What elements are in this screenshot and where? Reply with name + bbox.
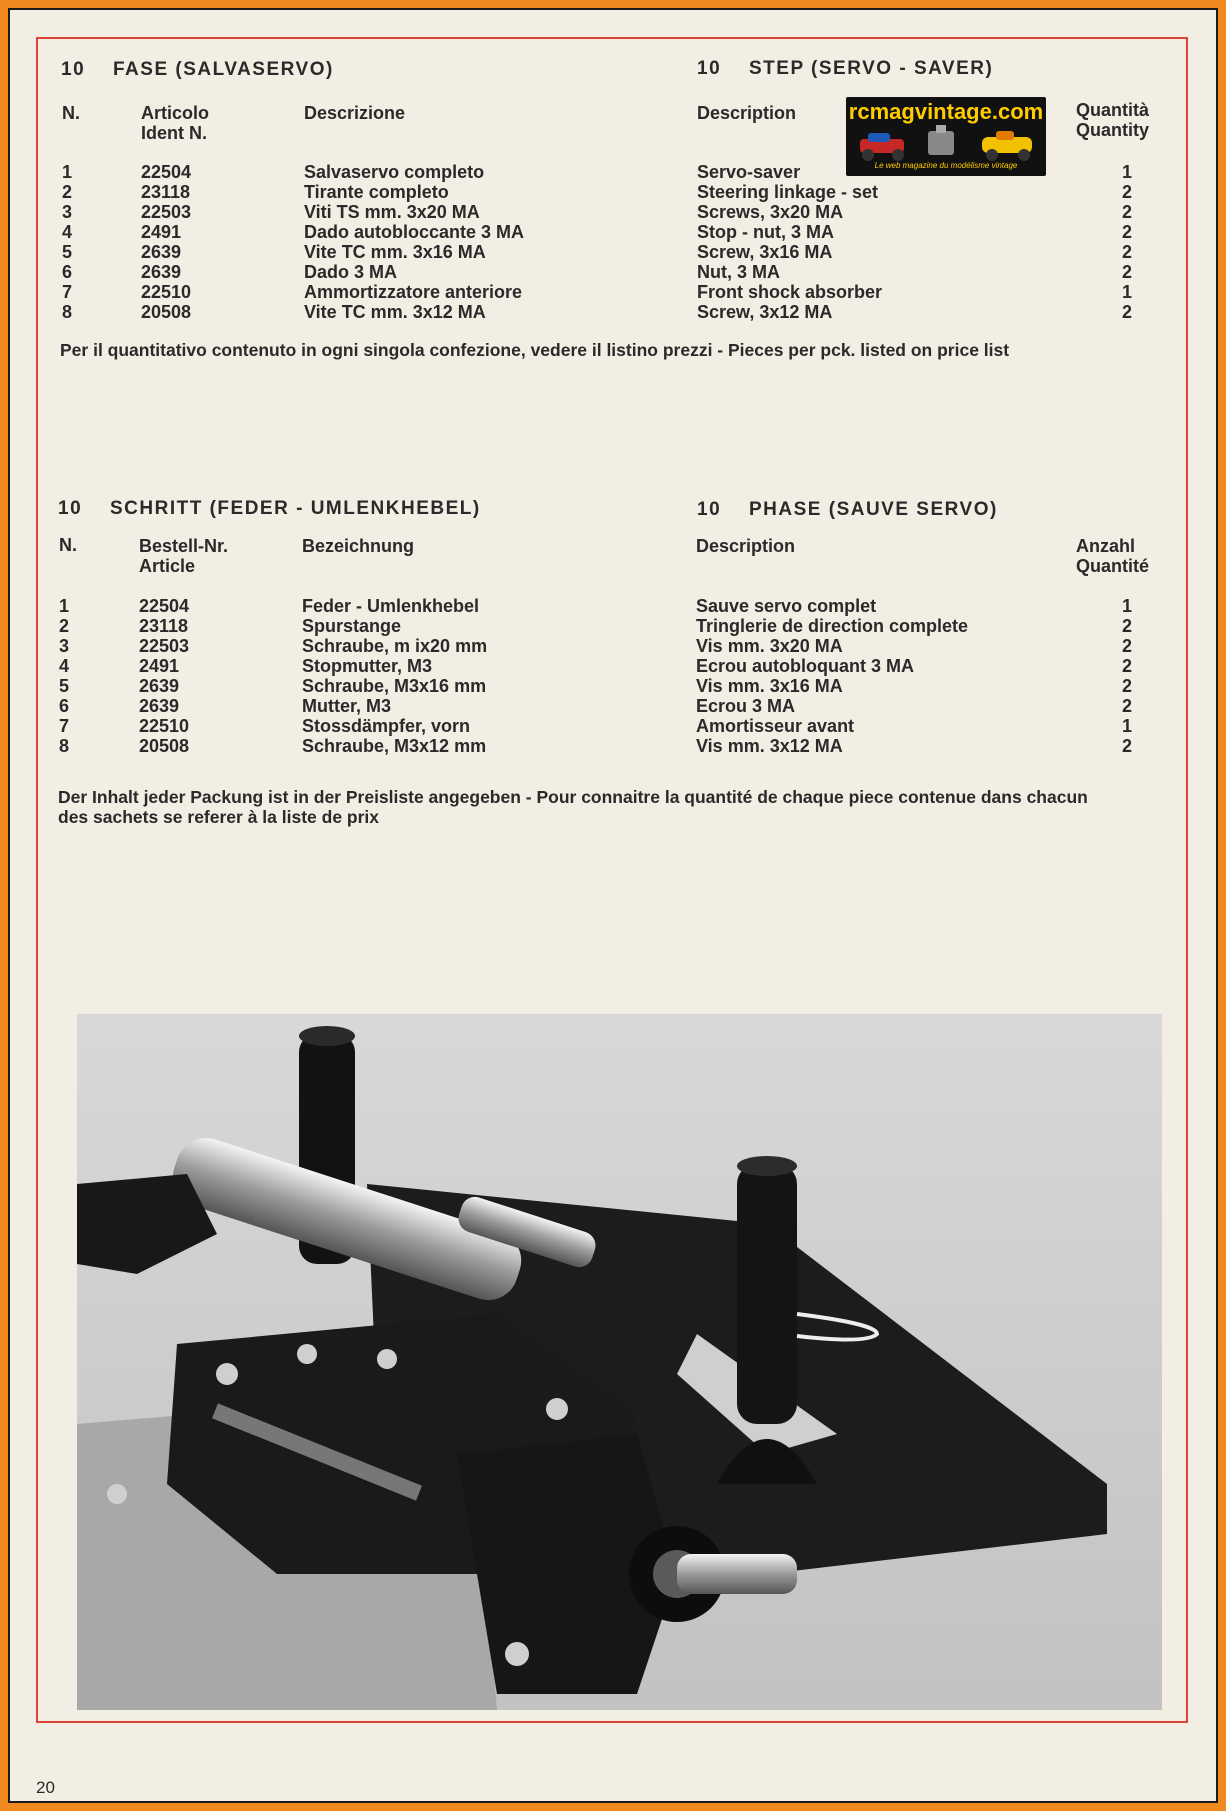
row-number: 8 <box>62 302 73 322</box>
row-qty: 2 <box>1121 736 1132 756</box>
photo-illustration <box>77 1014 1162 1710</box>
row-article: 2639 <box>141 262 182 282</box>
row-desc-it: Tirante completo <box>304 182 449 202</box>
section2-col-desc-fr: Description <box>696 536 796 556</box>
row-desc-de: Schraube, M3x12 mm <box>302 736 487 756</box>
logo-cars-image <box>846 125 1046 165</box>
row-desc-it: Viti TS mm. 3x20 MA <box>304 202 480 222</box>
section1-col-n: N. <box>62 103 80 123</box>
row-article: 2491 <box>139 656 180 676</box>
section1-col-desc-it: Descrizione <box>304 103 406 123</box>
row-qty: 2 <box>1121 656 1132 676</box>
row-desc-en: Screw, 3x12 MA <box>697 302 833 322</box>
row-desc-de: Schraube, M3x16 mm <box>302 676 487 696</box>
section2-col-qty <box>1076 536 1149 576</box>
row-article: 20508 <box>141 302 192 322</box>
row-article: 22510 <box>141 282 192 302</box>
logo-title: rcmagvintage.com <box>848 99 1044 124</box>
rcmagvintage-logo <box>846 97 1046 176</box>
row-article: 22503 <box>139 636 190 656</box>
section2-col-qty-line1: Anzahl <box>1076 536 1136 556</box>
section1-note: Per il quantitativo contenuto in ogni singola confezione, vedere il listino prezzi - Pieces per pck. listed on price list <box>60 340 1010 360</box>
section1-col-article-line1: Articolo <box>141 103 210 123</box>
row-desc-fr: Amortisseur avant <box>696 716 855 736</box>
row-article: 22510 <box>139 716 190 736</box>
row-desc-en: Nut, 3 MA <box>697 262 780 282</box>
section2-col-article-line2: Article <box>139 556 196 576</box>
row-number: 2 <box>62 182 73 202</box>
row-number: 4 <box>62 222 73 242</box>
row-desc-it: Vite TC mm. 3x12 MA <box>304 302 486 322</box>
row-desc-en: Front shock absorber <box>697 282 883 302</box>
row-number: 7 <box>59 716 70 736</box>
section1-col-qty <box>1076 100 1149 140</box>
row-desc-de: Stossdämpfer, vorn <box>302 716 471 736</box>
section2-de-title: SCHRITT (FEDER - UMLENKHEBEL) <box>110 498 481 519</box>
section2-fr-title: PHASE (SAUVE SERVO) <box>749 499 998 520</box>
section2-note-line2: des sachets se referer à la liste de prix <box>58 807 380 827</box>
row-desc-fr: Tringlerie de direction complete <box>696 616 969 636</box>
row-desc-fr: Ecrou autobloquant 3 MA <box>696 656 914 676</box>
row-number: 4 <box>59 656 70 676</box>
row-desc-it: Salvaservo completo <box>304 162 485 182</box>
row-number: 6 <box>59 696 70 716</box>
section1-col-article-line2: Ident N. <box>141 123 207 143</box>
row-qty: 2 <box>1121 302 1132 322</box>
section1-col-qty-line2: Quantity <box>1076 120 1150 140</box>
row-article: 22504 <box>141 162 192 182</box>
section1-col-article <box>141 103 209 143</box>
row-qty: 2 <box>1121 222 1132 242</box>
row-qty: 2 <box>1121 262 1132 282</box>
row-desc-de: Spurstange <box>302 616 402 636</box>
section2-note-line1: Der Inhalt jeder Packung ist in der Preisliste angegeben - Pour connaitre la quantité de chaque piece contenue dans chacun <box>58 787 1088 807</box>
section1-col-qty-line1: Quantità <box>1076 100 1150 120</box>
row-number: 3 <box>59 636 70 656</box>
servo-saver-assembly-photo <box>77 1014 1162 1710</box>
row-article: 2639 <box>139 696 180 716</box>
section1-it-step: 10 <box>61 59 86 80</box>
row-qty: 2 <box>1121 696 1132 716</box>
section2-col-desc-de: Bezeichnung <box>302 536 415 556</box>
row-desc-en: Screws, 3x20 MA <box>697 202 844 222</box>
row-qty: 1 <box>1121 282 1132 302</box>
section2-de-step: 10 <box>58 498 83 519</box>
section1-col-desc-en: Description <box>697 103 797 123</box>
row-number: 1 <box>62 162 73 182</box>
row-article: 22504 <box>139 596 190 616</box>
row-qty: 2 <box>1121 182 1132 202</box>
row-desc-fr: Ecrou 3 MA <box>696 696 796 716</box>
row-desc-en: Servo-saver <box>697 162 801 182</box>
row-number: 3 <box>62 202 73 222</box>
section2-col-article <box>139 536 228 576</box>
row-desc-en: Stop - nut, 3 MA <box>697 222 834 242</box>
row-qty: 2 <box>1121 636 1132 656</box>
row-desc-it: Dado autobloccante 3 MA <box>304 222 525 242</box>
row-number: 8 <box>59 736 70 756</box>
row-article: 2639 <box>139 676 180 696</box>
row-desc-de: Schraube, m ix20 mm <box>302 636 488 656</box>
row-desc-fr: Vis mm. 3x20 MA <box>696 636 843 656</box>
row-desc-de: Feder - Umlenkhebel <box>302 596 480 616</box>
page-number: 20 <box>36 1778 55 1797</box>
row-article: 20508 <box>139 736 190 756</box>
row-desc-it: Dado 3 MA <box>304 262 398 282</box>
row-qty: 1 <box>1121 162 1132 182</box>
section1-en-title: STEP (SERVO - SAVER) <box>749 58 994 79</box>
row-article: 2491 <box>141 222 182 242</box>
section1-en-step: 10 <box>697 58 722 79</box>
row-number: 6 <box>62 262 73 282</box>
row-desc-fr: Vis mm. 3x16 MA <box>696 676 843 696</box>
row-article: 22503 <box>141 202 192 222</box>
row-article: 2639 <box>141 242 182 262</box>
row-desc-de: Mutter, M3 <box>302 696 392 716</box>
row-qty: 2 <box>1121 202 1132 222</box>
row-number: 5 <box>59 676 70 696</box>
row-desc-it: Ammortizzatore anteriore <box>304 282 523 302</box>
row-qty: 2 <box>1121 616 1132 636</box>
row-number: 2 <box>59 616 70 636</box>
section1-it-title: FASE (SALVASERVO) <box>113 59 334 80</box>
row-article: 23118 <box>141 182 191 202</box>
row-article: 23118 <box>139 616 189 636</box>
section2-col-qty-line2: Quantité <box>1076 556 1150 576</box>
manual-page <box>8 8 1218 1803</box>
row-number: 7 <box>62 282 73 302</box>
row-number: 5 <box>62 242 73 262</box>
row-desc-fr: Sauve servo complet <box>696 596 877 616</box>
row-qty: 1 <box>1121 596 1132 616</box>
section2-col-article-line1: Bestell-Nr. <box>139 536 229 556</box>
row-desc-en: Screw, 3x16 MA <box>697 242 833 262</box>
row-qty: 2 <box>1121 242 1132 262</box>
logo-subtitle: Le web magazine du modélisme vintage <box>874 161 1018 170</box>
row-qty: 2 <box>1121 676 1132 696</box>
row-desc-it: Vite TC mm. 3x16 MA <box>304 242 486 262</box>
row-number: 1 <box>59 596 70 616</box>
section2-col-n: N. <box>59 535 77 555</box>
row-desc-fr: Vis mm. 3x12 MA <box>696 736 843 756</box>
section2-fr-step: 10 <box>697 499 722 520</box>
row-desc-en: Steering linkage - set <box>697 182 879 202</box>
row-desc-de: Stopmutter, M3 <box>302 656 433 676</box>
row-qty: 1 <box>1121 716 1132 736</box>
